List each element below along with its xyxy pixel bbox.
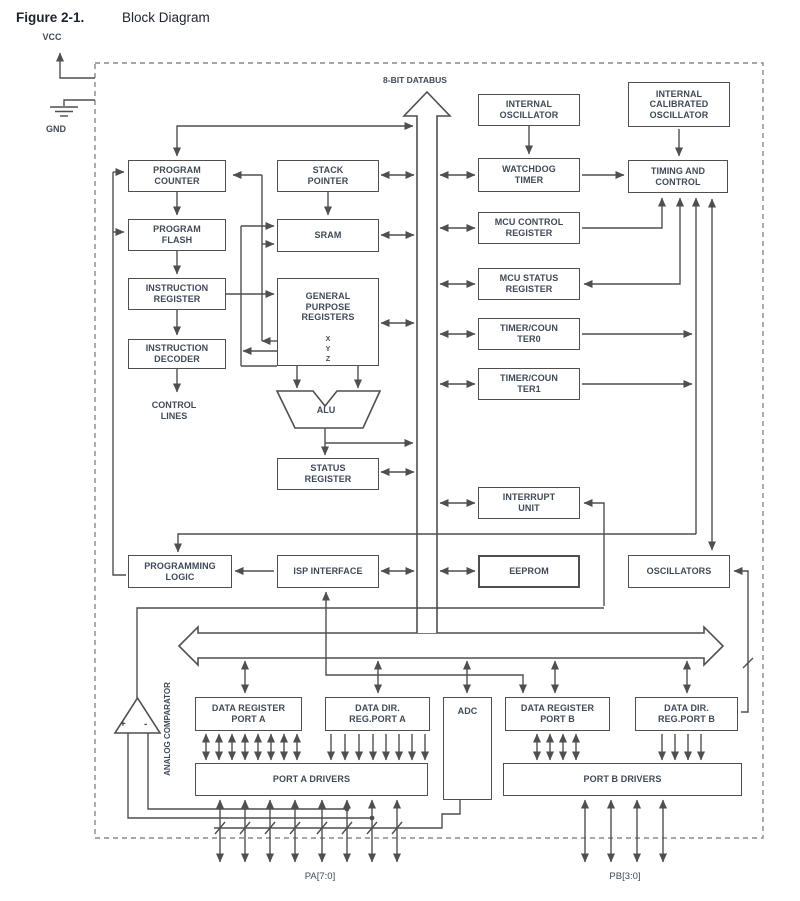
- block-eeprom: EEPROM: [478, 555, 580, 588]
- junction-dot: [370, 816, 375, 821]
- block-adc: ADC: [443, 697, 492, 800]
- block-internal-calibrated-oscillator: INTERNAL CALIBRATED OSCILLATOR: [628, 82, 730, 127]
- control-lines-label: CONTROL LINES: [151, 400, 197, 421]
- block-timer-counter0: TIMER/COUNTER0: [478, 318, 580, 350]
- block-data-register-port-a: DATA REGISTER PORT A: [195, 697, 302, 731]
- vcc-label: VCC: [42, 32, 62, 42]
- comparator-plus-sign: +: [120, 719, 126, 730]
- block-general-purpose-registers: GENERAL PURPOSE REGISTERS: [277, 278, 379, 366]
- databus-arrow: [404, 92, 450, 633]
- figure-title: Block Diagram: [122, 10, 210, 25]
- comparator-minus-sign: -: [144, 719, 148, 730]
- block-instruction-register: INSTRUCTION REGISTER: [128, 278, 226, 310]
- block-mcu-control-register: MCU CONTROL REGISTER: [478, 212, 580, 244]
- junction-dot: [345, 807, 350, 812]
- block-data-dir-reg-port-a: DATA DIR. REG.PORT A: [325, 697, 430, 731]
- port-a-pins-label: PA[7:0]: [304, 871, 336, 882]
- alu-label: ALU: [316, 404, 336, 415]
- block-port-a-drivers: PORT A DRIVERS: [195, 763, 428, 796]
- block-interrupt-unit: INTERRUPT UNIT: [478, 487, 580, 519]
- analog-comparator-label: ANALOG COMPARATOR: [163, 682, 172, 776]
- register-z: Z: [325, 356, 331, 363]
- block-programming-logic: PROGRAMMING LOGIC: [128, 555, 232, 588]
- horizontal-bus-arrow: [179, 627, 723, 665]
- block-mcu-status-register: MCU STATUS REGISTER: [478, 268, 580, 300]
- databus-label: 8-BIT DATABUS: [383, 75, 447, 85]
- power-pins: [50, 53, 95, 116]
- block-timer-counter1: TIMER/COUNTER1: [478, 368, 580, 400]
- block-program-counter: PROGRAM COUNTER: [128, 160, 226, 192]
- block-sram: SRAM: [277, 219, 379, 252]
- block-program-flash: PROGRAM FLASH: [128, 219, 226, 251]
- block-status-register: STATUS REGISTER: [277, 458, 379, 490]
- block-data-register-port-b: DATA REGISTER PORT B: [505, 697, 610, 731]
- gnd-label: GND: [46, 124, 66, 134]
- register-y: Y: [325, 346, 331, 353]
- block-internal-oscillator: INTERNAL OSCILLATOR: [478, 94, 580, 126]
- figure-label: Figure 2-1.: [16, 10, 85, 25]
- block-instruction-decoder: INSTRUCTION DECODER: [128, 339, 226, 369]
- block-oscillators: OSCILLATORS: [628, 555, 730, 588]
- block-data-dir-reg-port-b: DATA DIR. REG.PORT B: [635, 697, 738, 731]
- block-watchdog-timer: WATCHDOG TIMER: [478, 158, 580, 192]
- block-timing-and-control: TIMING AND CONTROL: [628, 160, 728, 193]
- block-isp-interface: ISP INTERFACE: [277, 555, 379, 588]
- block-port-b-drivers: PORT B DRIVERS: [503, 763, 742, 796]
- block-stack-pointer: STACK POINTER: [277, 160, 379, 192]
- port-b-pins-label: PB[3:0]: [609, 871, 641, 882]
- register-x: X: [325, 336, 331, 343]
